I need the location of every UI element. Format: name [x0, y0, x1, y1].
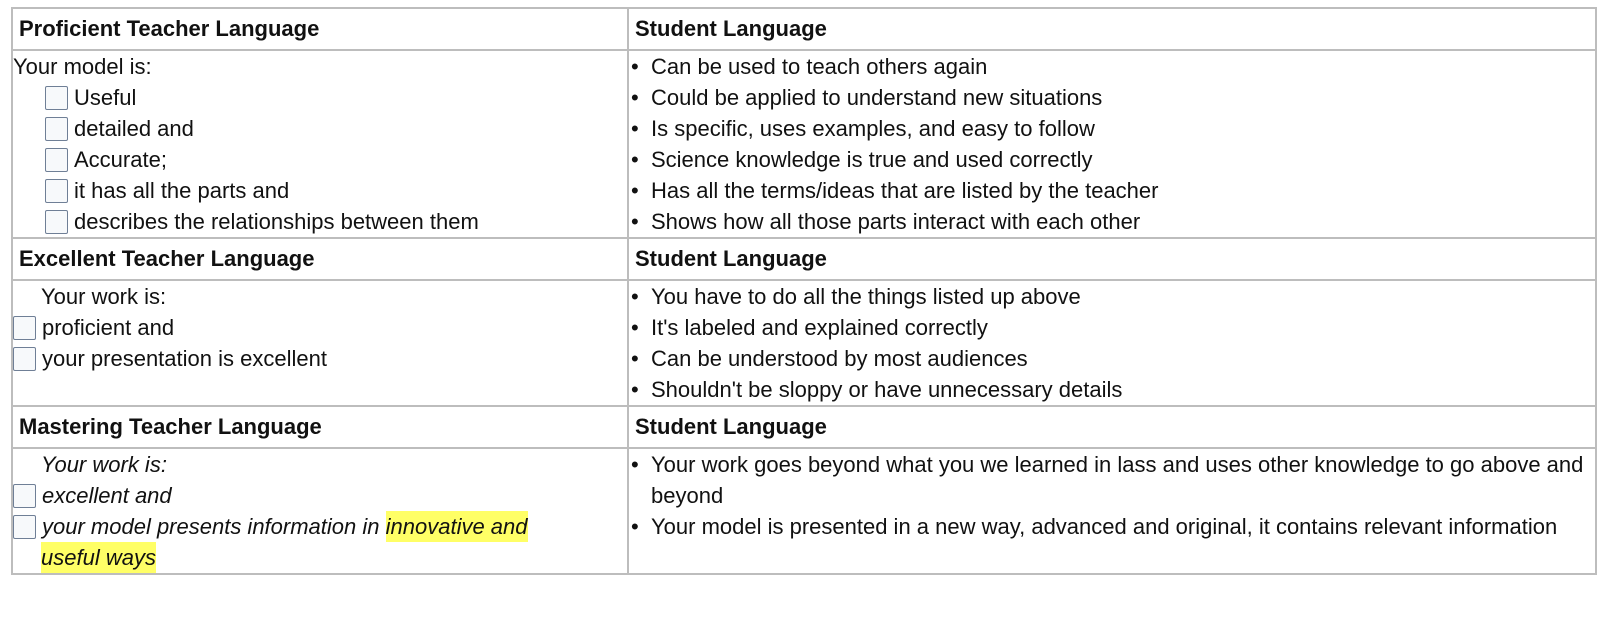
- checkbox[interactable]: [13, 515, 36, 539]
- checkbox[interactable]: [45, 210, 68, 234]
- list-item: • Your work goes beyond what you we learned in lass and uses other knowledge to go above and beyond: [629, 449, 1595, 511]
- criterion-label: excellent and: [42, 483, 172, 508]
- proficient-student-cell: [628, 50, 1596, 238]
- proficient-header-row: [12, 8, 1596, 50]
- proficient-content-row: [12, 50, 1596, 238]
- proficient-criterion: [13, 206, 627, 237]
- criterion-label: your presentation is excellent: [42, 346, 327, 371]
- checkbox[interactable]: [45, 117, 68, 141]
- checkbox[interactable]: [13, 347, 36, 371]
- excellent-student-header: Student Language: [635, 246, 827, 271]
- proficient-student-header: Student Language: [635, 16, 827, 41]
- checkbox[interactable]: [13, 484, 36, 508]
- mastering-criterion: [13, 480, 627, 511]
- checkbox[interactable]: [13, 316, 36, 340]
- mastering-student-header: Student Language: [635, 414, 827, 439]
- criterion-label: Accurate;: [74, 147, 167, 172]
- excellent-intro: Your work is:: [41, 284, 167, 309]
- excellent-teacher-header: Excellent Teacher Language: [19, 246, 315, 271]
- highlighted-text: innovative and: [386, 511, 528, 542]
- criterion-label-prefix: your model presents information in: [42, 514, 386, 539]
- proficient-criterion: [13, 175, 627, 206]
- mastering-teacher-header: Mastering Teacher Language: [19, 414, 322, 439]
- excellent-student-list: [629, 281, 1595, 405]
- mastering-content-row: [12, 448, 1596, 574]
- proficient-criterion: [13, 82, 627, 113]
- highlighted-text: useful ways: [41, 542, 156, 573]
- mastering-intro: Your work is:: [41, 452, 167, 477]
- excellent-teacher-cell: [12, 280, 628, 406]
- list-item: • Is specific, uses examples, and easy to follow: [629, 113, 1595, 144]
- excellent-header-row: [12, 238, 1596, 280]
- list-item: • Shows how all those parts interact with each other: [629, 206, 1595, 237]
- list-item: • Shouldn't be sloppy or have unnecessary details: [629, 374, 1595, 405]
- mastering-teacher-cell: [12, 448, 628, 574]
- mastering-criterion-continuation: [13, 542, 627, 573]
- excellent-criterion: [13, 343, 627, 374]
- criterion-label: Useful: [74, 85, 137, 110]
- proficient-student-list: [629, 51, 1595, 237]
- mastering-header-row: [12, 406, 1596, 448]
- list-item: • Science knowledge is true and used correctly: [629, 144, 1595, 175]
- mastering-student-list: [629, 449, 1595, 542]
- checkbox[interactable]: [45, 179, 68, 203]
- criterion-label: describes the relationships between them: [74, 209, 479, 234]
- proficient-intro: Your model is:: [13, 54, 152, 79]
- excellent-criterion: [13, 312, 627, 343]
- excellent-content-row: [12, 280, 1596, 406]
- criterion-label: it has all the parts and: [74, 178, 290, 203]
- list-item: • Could be applied to understand new situations: [629, 82, 1595, 113]
- list-item: • Can be understood by most audiences: [629, 343, 1595, 374]
- mastering-student-cell: [628, 448, 1596, 574]
- list-item: • Has all the terms/ideas that are listed by the teacher: [629, 175, 1595, 206]
- list-item: • It's labeled and explained correctly: [629, 312, 1595, 343]
- proficient-criterion: [13, 144, 627, 175]
- checkbox[interactable]: [45, 86, 68, 110]
- list-item: • Your model is presented in a new way, advanced and original, it contains relevant information: [629, 511, 1595, 542]
- list-item: • You have to do all the things listed up above: [629, 281, 1595, 312]
- proficient-criterion: [13, 113, 627, 144]
- proficient-teacher-cell: [12, 50, 628, 238]
- criterion-label: proficient and: [42, 315, 175, 340]
- checkbox[interactable]: [45, 148, 68, 172]
- criterion-label: detailed and: [74, 116, 194, 141]
- excellent-student-cell: [628, 280, 1596, 406]
- mastering-criterion: [13, 511, 627, 542]
- proficient-teacher-header: Proficient Teacher Language: [19, 16, 320, 41]
- rubric-table: [11, 7, 1597, 575]
- list-item: • Can be used to teach others again: [629, 51, 1595, 82]
